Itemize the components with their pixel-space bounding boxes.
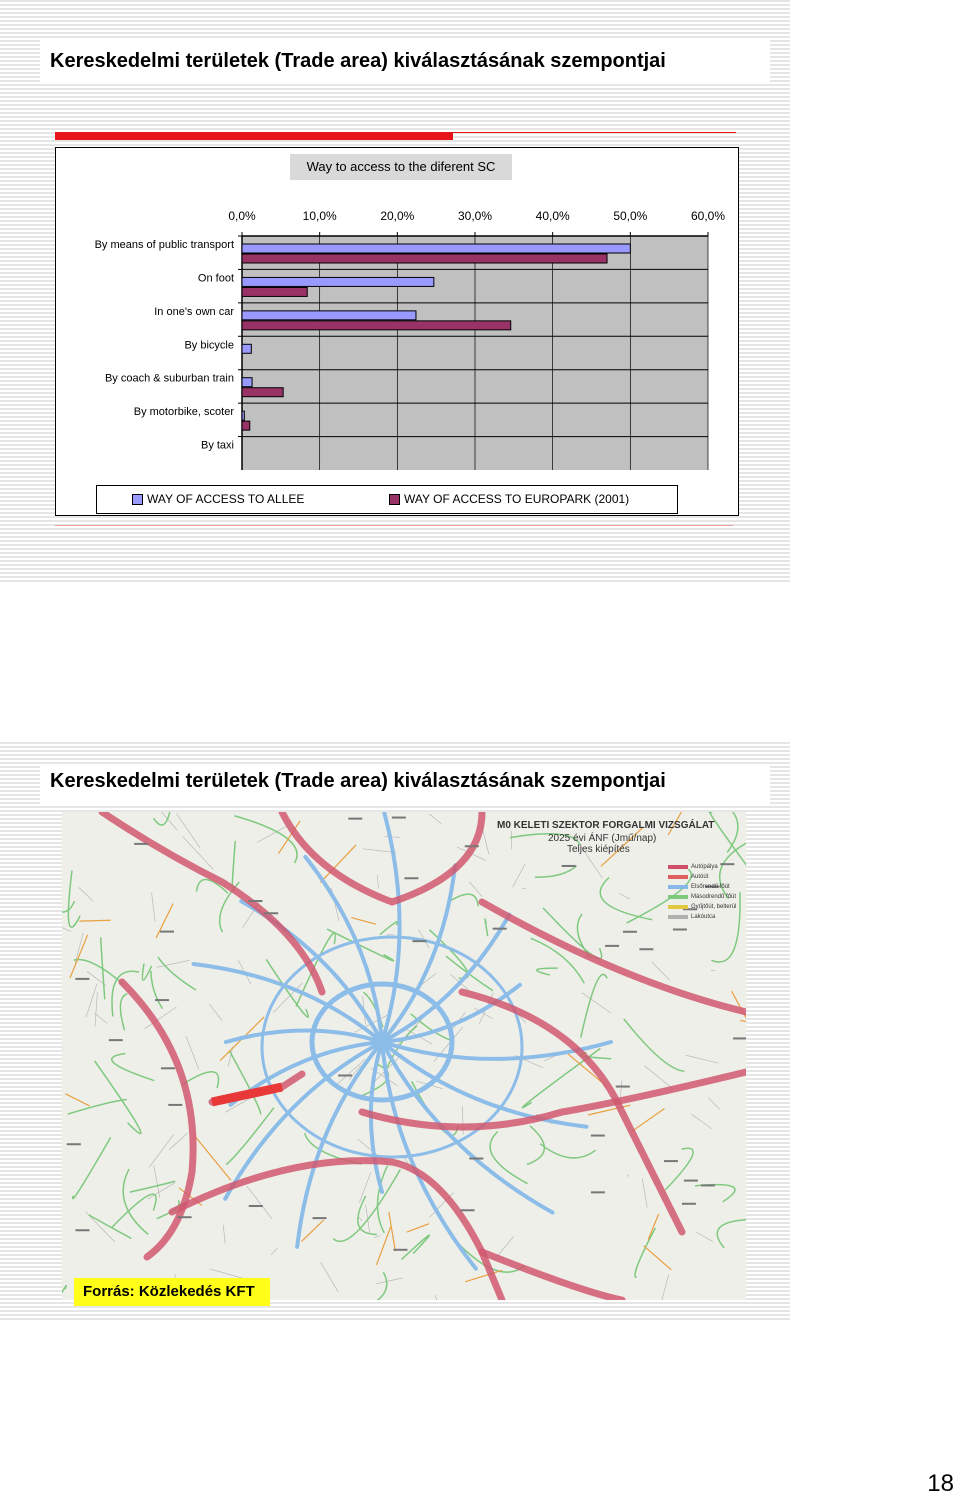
slide-1 [0, 0, 790, 582]
bar-europark [242, 321, 511, 330]
category-label: By means of public transport [94, 239, 234, 252]
place-label [178, 1216, 192, 1218]
place-label [393, 1249, 407, 1251]
map-legend-swatch [668, 915, 688, 919]
chart-bottom-line [55, 525, 733, 526]
source-label: Forrás: Közlekedés KFT [74, 1278, 270, 1306]
page-number: 18 [927, 1470, 954, 1497]
bar-allee [242, 378, 252, 387]
place-label [465, 845, 479, 847]
slide-title: Kereskedelmi területek (Trade area) kiválasztásának szempontjai [50, 770, 666, 792]
map-legend-row [668, 892, 746, 901]
place-label [392, 817, 406, 819]
place-label [639, 948, 653, 950]
place-label [469, 1158, 483, 1160]
bar-allee [242, 311, 416, 320]
map-legend-row [668, 862, 746, 871]
place-label [75, 978, 89, 980]
place-label [338, 1075, 352, 1077]
place-label [623, 931, 637, 933]
place-label [313, 1217, 327, 1219]
place-label [348, 818, 362, 820]
map-legend-row [668, 902, 746, 911]
category-label: By bicycle [184, 339, 234, 352]
x-tick-label: 50,0% [613, 209, 648, 223]
legend-item-allee [132, 492, 304, 506]
place-label [461, 1209, 475, 1211]
map-legend-label: Elsőrendű főút [691, 883, 730, 890]
chart-container [55, 147, 739, 516]
place-label [412, 940, 426, 942]
place-label [109, 1039, 123, 1041]
accent-line [453, 132, 736, 133]
x-tick-label: 20,0% [380, 209, 415, 223]
legend-swatch-allee [132, 494, 143, 505]
bar-europark [242, 287, 307, 296]
bar-europark [242, 388, 283, 397]
map-legend-row [668, 912, 746, 921]
map-header-line3: Teljes kiépítés [567, 844, 630, 855]
map-legend-label: Lakóutca [691, 913, 716, 920]
bar-allee [242, 344, 251, 353]
place-label [701, 1184, 715, 1186]
bar-allee [242, 277, 434, 286]
place-label [733, 1037, 746, 1039]
map-legend-row [668, 872, 746, 881]
map-header-line1: M0 KELETI SZEKTOR FORGALMI VIZSGÁLAT [497, 820, 715, 831]
bar-allee [242, 244, 630, 253]
map-legend-label: Autópálya [691, 863, 718, 870]
map-legend-swatch [668, 885, 688, 889]
category-label: By coach & suburban train [104, 372, 234, 385]
map-background [62, 812, 746, 1300]
bar-chart [56, 148, 740, 517]
place-label [168, 1104, 182, 1106]
place-label [249, 1205, 263, 1207]
place-label [673, 928, 687, 930]
x-tick-label: 40,0% [535, 209, 570, 223]
x-tick-label: 60,0% [690, 209, 726, 223]
place-label [591, 1191, 605, 1193]
bar-allee [242, 411, 244, 420]
category-label: By motorbike, scoter [133, 406, 234, 419]
legend-label-europark: WAY OF ACCESS TO EUROPARK (2001) [404, 492, 630, 506]
category-label: By taxi [200, 439, 234, 452]
map-legend-swatch [668, 875, 688, 879]
place-label [682, 1203, 696, 1205]
x-tick-label: 0,0% [228, 209, 256, 223]
place-label [76, 1229, 90, 1231]
place-label [155, 999, 169, 1001]
place-label [605, 945, 619, 947]
legend-label-allee: WAY OF ACCESS TO ALLEE [147, 492, 305, 506]
map-legend [668, 862, 746, 922]
place-label [67, 1143, 81, 1145]
map-header-line2: 2025 évi ÁNF (Jmű/nap) [548, 833, 657, 844]
place-label [493, 928, 507, 930]
chart-legend [96, 485, 678, 514]
map-legend-row [668, 882, 746, 891]
x-tick-label: 10,0% [302, 209, 337, 223]
place-label [684, 1180, 698, 1182]
map-legend-label: Gyűjtőút, belterül [691, 903, 737, 910]
place-label [616, 1086, 630, 1088]
place-label [404, 877, 418, 879]
bar-europark [242, 421, 250, 430]
place-label [264, 912, 278, 914]
place-label [591, 1135, 605, 1137]
legend-swatch-europark [389, 494, 400, 505]
bar-europark [242, 254, 607, 263]
chart-title: Way to access to the diferent SC [306, 159, 496, 174]
place-label [161, 1067, 175, 1069]
place-label [160, 931, 174, 933]
map-legend-swatch [668, 895, 688, 899]
map-legend-label: Másodrendű főút [691, 893, 737, 900]
legend-item-europark [389, 492, 629, 506]
slide-title: Kereskedelmi területek (Trade area) kiválasztásának szempontjai [50, 50, 666, 72]
accent-bar [55, 132, 453, 140]
category-label: On foot [197, 272, 234, 285]
traffic-map [62, 812, 746, 1300]
place-label [248, 900, 262, 902]
category-label: In one's own car [154, 305, 234, 318]
map-legend-swatch [668, 865, 688, 869]
x-tick-label: 30,0% [457, 209, 493, 223]
place-label [134, 843, 148, 845]
road-network-map [62, 812, 746, 1300]
place-label [664, 1160, 678, 1162]
place-label [562, 865, 576, 867]
map-legend-label: Autóút [691, 873, 709, 880]
map-legend-swatch [668, 905, 688, 909]
